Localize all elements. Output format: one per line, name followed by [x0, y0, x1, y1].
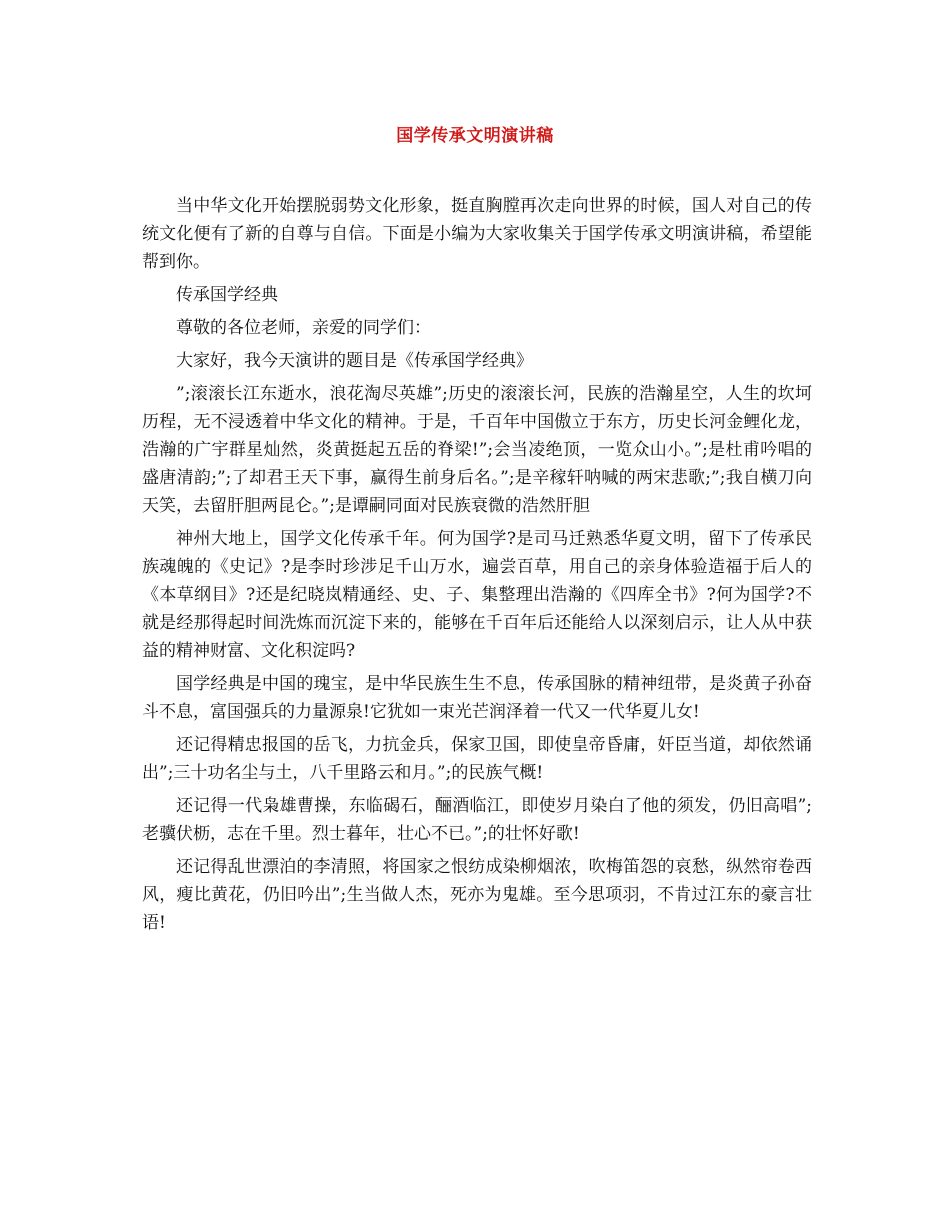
paragraph-speech-title: 传承国学经典	[176, 285, 278, 305]
paragraph-what-is-guoxue: 神州大地上，国学文化传承千年。何为国学?是司马迁熟悉华夏文明，留下了传承民族魂魄的《史记》?是李时珍涉足千山万水，遍尝百草，用自己的亲身体验造福于后人的《本草纲目》?还是纪晓岚精通经、史、子、集整理出浩瀚的《四库全书》?何为国学?不就是经那得起时间洗炼而沉淀下来的，能够在千百年后还能给人以深刻启示，让人从中获益的精神财富、文化积淀吗?	[142, 529, 812, 661]
paragraph-li-qingzhao: 还记得乱世漂泊的李清照，将国家之恨纺成染柳烟浓，吹梅笛怨的哀愁，纵然帘卷西风，瘦比黄花，仍旧吟出”;生当做人杰，死亦为鬼雄。至今思项羽，不肯过江东的豪言壮语!	[142, 857, 812, 933]
paragraph-treasure: 国学经典是中国的瑰宝，是中华民族生生不息，传承国脉的精神纽带，是炎黄子孙奋斗不息，富国强兵的力量源泉!它犹如一束光芒润泽着一代又一代华夏儿女!	[142, 674, 812, 722]
paragraph-cao-cao: 还记得一代枭雄曹操，东临碣石，酾酒临江，即使岁月染白了他的须发，仍旧高唱”;老骥伏枥，志在千里。烈士暮年，壮心不已。”;的壮怀好歌!	[142, 796, 812, 844]
document-body	[142, 192, 812, 942]
paragraph-yue-fei: 还记得精忠报国的岳飞，力抗金兵，保家卫国，即使皇帝昏庸，奸臣当道，却依然诵出”;三十功名尘与土，八千里路云和月。”;的民族气概!	[142, 735, 812, 783]
paragraph-poetry: ”;滚滚长江东逝水，浪花淘尽英雄”;历史的滚滚长河，民族的浩瀚星空，人生的坎坷历程，无不浸透着中华文化的精神。于是，千百年中国傲立于东方，历史长河金鲤化龙，浩瀚的广宇群星灿然，炎黄挺起五岳的脊梁!”;会当凌绝顶，一览众山小。”;是杜甫吟唱的盛唐清韵;”;了却君王天下事，赢得生前身后名。”;是辛稼轩呐喊的两宋悲歌;”;我自横刀向天笑，去留肝胆两昆仑。”;是谭嗣同面对民族衰微的浩然肝胆	[142, 384, 812, 516]
document-title: 国学传承文明演讲稿	[396, 126, 554, 146]
paragraph-salutation: 尊敬的各位老师，亲爱的同学们：	[176, 318, 431, 338]
paragraph-greeting: 大家好，我今天演讲的题目是《传承国学经典》	[176, 351, 533, 371]
paragraph-intro: 当中华文化开始摆脱弱势文化形象，挺直胸膛再次走向世界的时候，国人对自己的传统文化便有了新的自尊与自信。下面是小编为大家收集关于国学传承文明演讲稿，希望能帮到你。	[142, 196, 812, 272]
